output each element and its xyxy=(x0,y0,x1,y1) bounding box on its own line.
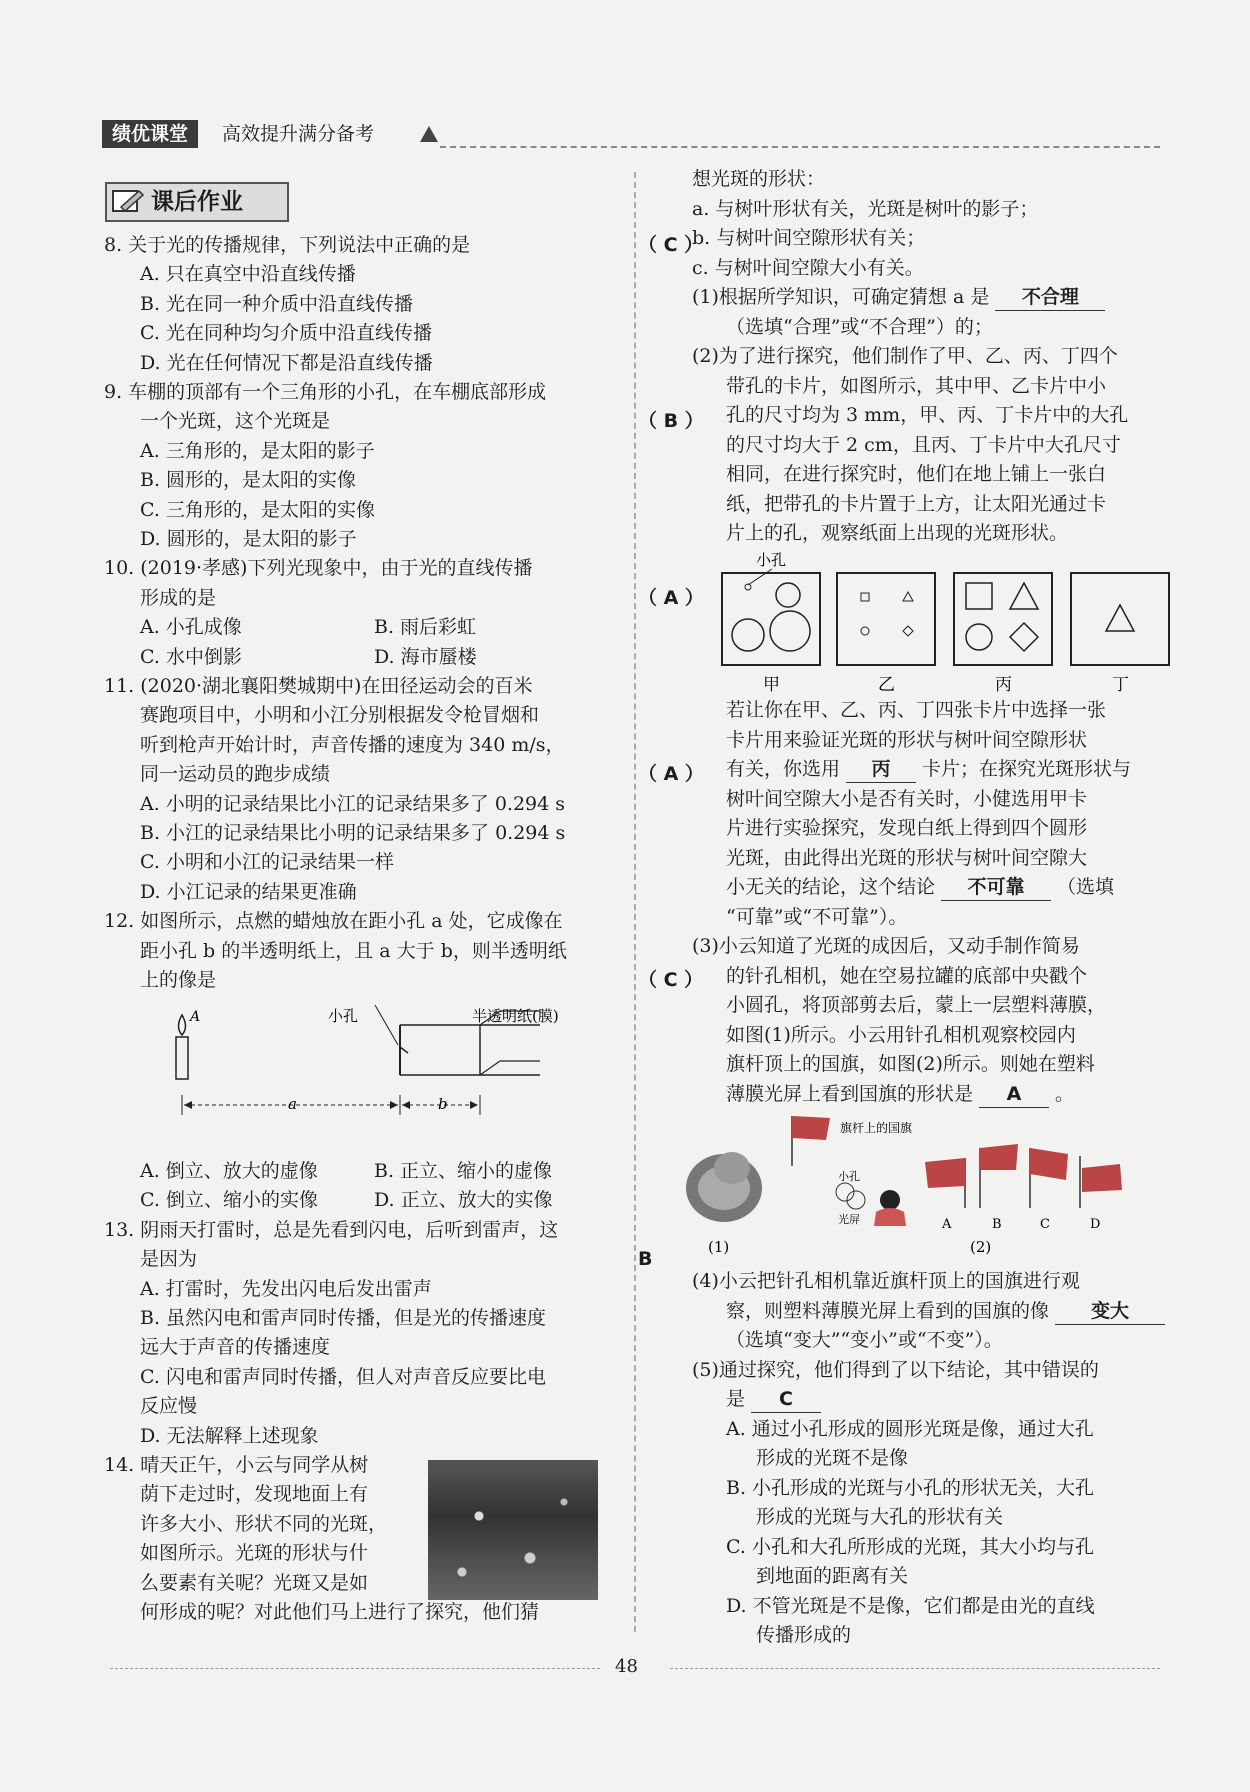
text-line-r11 xyxy=(726,461,1106,487)
column-divider xyxy=(634,172,636,1632)
text-line-r16 xyxy=(726,756,1131,783)
line-text: B. 小孔形成的光斑与小孔的形状无关，大孔 xyxy=(726,1476,1095,1499)
flag-option-d-label: D xyxy=(1090,1217,1101,1232)
answer-blank: 不合理 xyxy=(995,284,1105,311)
text-line-r31 xyxy=(692,1357,1099,1383)
line-text: A. 倒立、放大的虚像 xyxy=(140,1160,318,1182)
line-text: B. 虽然闪电和雷声同时传播，但是光的传播速度 xyxy=(140,1307,547,1329)
text-line-r8 xyxy=(726,373,1106,399)
answer-blank: 丙 xyxy=(846,756,916,783)
pencil-icon xyxy=(111,187,145,215)
line-text: A. 打雷时，先发出闪电后发出雷声 xyxy=(140,1277,432,1300)
line-text: 纸，把带孔的卡片置于上方，让太阳光通过卡 xyxy=(726,492,1107,515)
option-text: D. 正立、放大的实像 xyxy=(374,1189,553,1212)
text-line-q13 xyxy=(104,1217,558,1243)
text-line-q8d xyxy=(140,350,433,376)
answer-bracket: （ A ） xyxy=(638,586,704,609)
text-line-q11 xyxy=(104,673,532,699)
line-text: 12. 如图所示，点燃的蜡烛放在距小孔 a 处，它成像在 xyxy=(104,910,563,933)
text-line-r32 xyxy=(726,1386,827,1413)
line-text: C. 光在同种均匀介质中沿直线传播 xyxy=(140,322,432,345)
page-header xyxy=(102,120,432,148)
text-line-q11d xyxy=(140,761,704,787)
text-line-q8c xyxy=(140,320,432,346)
text-line-q14 xyxy=(104,1452,368,1478)
text-line-r36 xyxy=(756,1504,1003,1530)
text-line-r26 xyxy=(726,1051,1095,1077)
text-line-q14b xyxy=(140,1481,368,1507)
figure-caption-2: (2) xyxy=(970,1238,992,1256)
text-line-q14f xyxy=(140,1599,539,1625)
line-text: 的针孔相机，她在空易拉罐的底部中央戳个 xyxy=(726,964,1088,987)
text-line-r6 xyxy=(726,314,993,340)
hole-cards-figure xyxy=(720,545,1170,695)
text-line-q9 xyxy=(104,379,546,405)
text-line-r25 xyxy=(726,1022,1076,1048)
hole-label: 小孔 xyxy=(328,1007,359,1025)
flag-option-b-label: B xyxy=(992,1217,1002,1232)
line-text: (4)小云把针孔相机靠近旗杆顶上的国旗进行观 xyxy=(692,1270,1080,1292)
answer-bracket: （ C ） xyxy=(638,969,704,991)
line-text: 8. 关于光的传播规律，下列说法中正确的是 xyxy=(104,234,471,256)
text-line-r22 xyxy=(692,933,1080,959)
text-line-q13ob xyxy=(140,1305,546,1331)
line-text: 传播形成的 xyxy=(756,1624,852,1646)
flag-option-a xyxy=(925,1158,965,1208)
text-line-r12 xyxy=(726,491,1106,517)
text-line-q12c xyxy=(140,967,704,993)
girl-drawing xyxy=(874,1190,906,1226)
text-line-q11b xyxy=(140,702,539,728)
text-line-q12o2 xyxy=(140,1187,553,1213)
line-text: C. 水中倒影 xyxy=(140,645,242,668)
can-photo xyxy=(686,1152,762,1222)
line-text: 察，则塑料薄膜光屏上看到的国旗的像 xyxy=(726,1299,1050,1322)
camera-screen-label: 光屏 xyxy=(838,1213,860,1226)
line-text: 听到枪声开始计时，声音传播的速度为 340 m/s， xyxy=(140,733,565,756)
line-text: （选填“变大”“变小”或“不变”）。 xyxy=(726,1329,1003,1351)
line-text: 远大于声音的传播速度 xyxy=(140,1336,331,1359)
text-line-q11od xyxy=(140,879,357,905)
line-text: 么要素有关呢？光斑又是如 xyxy=(140,1571,369,1594)
answer-blank: 不可靠 xyxy=(941,874,1051,901)
text-line-r21 xyxy=(726,904,907,930)
line-text: 片上的孔，观察纸面上出现的光斑形状。 xyxy=(726,522,1069,544)
answer-blank: 变大 xyxy=(1055,1298,1165,1325)
line-text: 11. (2020·湖北襄阳樊城期中)在田径运动会的百米 xyxy=(104,675,533,697)
triangle-icon xyxy=(420,126,438,142)
line-text: 一个光斑，这个光斑是 xyxy=(140,410,331,433)
text-line-q10o2 xyxy=(140,644,477,670)
page-number: 48 xyxy=(615,1656,638,1677)
line-text-tail: 卡片；在探究光斑形状与 xyxy=(922,758,1132,780)
text-line-r23 xyxy=(726,963,1087,989)
flag-option-d xyxy=(1080,1156,1122,1208)
flag-option-a-label: A xyxy=(942,1217,952,1232)
text-line-q11ob xyxy=(140,820,565,846)
line-text: c. 与树叶间空隙大小有关。 xyxy=(692,256,924,279)
text-line-q10b xyxy=(140,585,704,611)
text-line-q12o1 xyxy=(140,1158,553,1184)
text-line-r39 xyxy=(726,1593,1095,1619)
line-text: C. 小明和小江的记录结果一样 xyxy=(140,851,394,874)
header-subtitle: 高效提升满分备考 xyxy=(222,123,375,145)
candle-label: A xyxy=(190,1009,201,1025)
text-line-r38 xyxy=(756,1563,908,1589)
line-text: C. 闪电和雷声同时传播，但人对声音反应要比电 xyxy=(140,1365,546,1388)
text-line-r24 xyxy=(726,992,1106,1018)
line-text: B. 小江的记录结果比小明的记录结果多了 0.294 s xyxy=(140,822,566,844)
line-text: b. 与树叶间空隙形状有关； xyxy=(692,227,926,249)
line-text: 相同，在进行探究时，他们在地上铺上一张白 xyxy=(726,463,1107,485)
option-text: B. 正立、缩小的虚像 xyxy=(374,1160,553,1182)
text-line-q8 xyxy=(104,232,704,258)
line-text: 距小孔 b 的半透明纸上，且 a 大于 b，则半透明纸 xyxy=(140,939,567,962)
text-line-r3 xyxy=(692,225,925,251)
line-text: 光斑，由此得出光斑的形状与树叶间空隙大 xyxy=(726,846,1088,869)
answer-blank: C xyxy=(751,1386,821,1413)
text-line-r30 xyxy=(726,1327,1003,1353)
line-text: 形成的光斑与大孔的形状有关 xyxy=(756,1506,1004,1528)
text-line-q13od xyxy=(140,1423,319,1449)
text-line-q14e xyxy=(140,1570,368,1596)
text-line-q12 xyxy=(104,908,563,934)
line-text: 旗杆顶上的国旗，如图(2)所示。则她在塑料 xyxy=(726,1053,1095,1075)
text-line-q13ob2 xyxy=(140,1334,330,1360)
line-text: (3)小云知道了光斑的成因后，又动手制作简易 xyxy=(692,935,1080,957)
candle-pinhole-figure xyxy=(160,1005,600,1150)
text-line-q12b xyxy=(140,938,567,964)
card-ding xyxy=(1071,573,1169,665)
line-text: 10. (2019·孝感)下列光现象中，由于光的直线传播 xyxy=(104,557,533,580)
text-line-q9b xyxy=(140,408,704,434)
text-line-q10o1 xyxy=(140,614,477,640)
card-label-yi: 乙 xyxy=(878,675,895,695)
text-line-r7 xyxy=(692,343,1118,369)
line-text: 形成的是 xyxy=(140,586,217,609)
line-text: 上的像是 xyxy=(140,969,217,991)
text-line-q13oc xyxy=(140,1364,546,1390)
text-line-q11oc xyxy=(140,849,394,875)
text-line-q8a xyxy=(140,261,356,287)
flag-option-b xyxy=(980,1144,1018,1208)
answer-bracket: （ C ） xyxy=(638,234,704,256)
line-text: 孔的尺寸均为 3 mm，甲、丙、丁卡片中的大孔 xyxy=(726,404,1129,426)
line-text: 形成的光斑不是像 xyxy=(756,1447,909,1469)
figure-caption-1: (1) xyxy=(708,1238,730,1256)
line-text: 反应慢 xyxy=(140,1395,198,1418)
line-text: 何形成的呢？对此他们马上进行了探究，他们猜 xyxy=(140,1601,540,1623)
text-line-q13oc2 xyxy=(140,1393,197,1419)
line-text: D. 圆形的，是太阳的影子 xyxy=(140,528,357,550)
answer-bracket: （ A ） xyxy=(638,763,704,786)
header-tag: 绩优课堂 xyxy=(102,120,198,148)
text-line-r29 xyxy=(726,1298,1171,1325)
line-text: (5)通过探究，他们得到了以下结论，其中错误的 xyxy=(692,1358,1099,1381)
line-text: B. 圆形的，是太阳的实像 xyxy=(140,469,357,492)
text-line-r15 xyxy=(726,727,1087,753)
card-label-ding: 丁 xyxy=(1112,675,1129,695)
line-text-tail: （选填 xyxy=(1057,876,1115,898)
pinhole-camera-flag-figure xyxy=(680,1108,1160,1258)
line-text: D. 光在任何情况下都是沿直线传播 xyxy=(140,351,433,374)
text-line-q9od xyxy=(140,526,357,552)
line-text: C. 三角形的，是太阳的实像 xyxy=(140,498,375,521)
text-line-q11oa xyxy=(140,791,565,817)
text-line-r1 xyxy=(692,166,825,192)
line-text: 到地面的距离有关 xyxy=(756,1565,909,1587)
paper-label: 半透明纸(膜) xyxy=(472,1007,559,1025)
line-text: (2)为了进行探究，他们制作了甲、乙、丙、丁四个 xyxy=(692,345,1118,367)
line-text: 有关，你选用 xyxy=(726,758,841,780)
text-line-q14d xyxy=(140,1540,368,1566)
text-line-r4 xyxy=(692,255,924,281)
text-line-r33 xyxy=(726,1416,1094,1442)
line-text: C. 小孔和大孔所形成的光斑，其大小均与孔 xyxy=(726,1535,1094,1558)
card-yi xyxy=(837,573,935,665)
text-line-r37 xyxy=(726,1534,1094,1560)
line-text: 片进行实验探究，发现白纸上得到四个圆形 xyxy=(726,817,1088,839)
footer-line-right xyxy=(670,1668,1160,1669)
candle xyxy=(176,1015,188,1079)
line-text: “可靠”或“不可靠”）。 xyxy=(726,905,908,928)
text-line-r10 xyxy=(726,432,1121,458)
text-line-r2 xyxy=(692,196,1038,222)
text-line-q8b xyxy=(140,291,413,317)
text-line-r18 xyxy=(726,815,1087,841)
line-text: 树叶间空隙大小是否有关时，小健选用甲卡 xyxy=(726,787,1088,810)
line-text: 赛跑项目中，小明和小江分别根据发令枪冒烟和 xyxy=(140,704,540,727)
line-text: A. 三角形的，是太阳的影子 xyxy=(140,439,375,462)
line-text: 许多大小、形状不同的光斑， xyxy=(140,1512,388,1535)
line-text: C. 倒立、缩小的实像 xyxy=(140,1189,318,1212)
text-line-q9oc xyxy=(140,497,375,523)
answer-bracket: （ B ） xyxy=(638,410,704,433)
text-line-q10 xyxy=(104,555,532,581)
card-label-jia: 甲 xyxy=(763,675,780,695)
text-line-q11c xyxy=(140,732,565,758)
text-line-q9oa xyxy=(140,438,375,464)
line-text: 卡片用来验证光斑的形状与树叶间空隙形状 xyxy=(726,728,1088,751)
line-text: D. 不管光斑是不是像，它们都是由光的直线 xyxy=(726,1594,1095,1617)
flag-title: 旗杆上的国旗 xyxy=(840,1121,913,1135)
line-text-tail: 。 xyxy=(1055,1082,1075,1105)
line-text: 带孔的卡片，如图所示，其中甲、乙卡片中小 xyxy=(726,374,1107,397)
line-text: A. 只在真空中沿直线传播 xyxy=(140,263,356,286)
distance-b-label: b xyxy=(438,1095,448,1113)
card-jia xyxy=(722,573,820,665)
line-text: 如图(1)所示。小云用针孔相机观察校园内 xyxy=(726,1023,1076,1046)
card-hole-label: 小孔 xyxy=(756,551,787,569)
line-text: A. 小明的记录结果比小江的记录结果多了 0.294 s xyxy=(140,792,566,815)
line-text: a. 与树叶形状有关，光斑是树叶的影子； xyxy=(692,197,1039,220)
line-text: 14. 晴天正午，小云与同学从树 xyxy=(104,1454,369,1476)
header-divider xyxy=(440,146,1160,148)
line-text: (1)根据所学知识，可确定猜想 a 是 xyxy=(692,286,990,308)
answer-bracket: B xyxy=(638,1248,653,1271)
line-text: 小圆孔，将顶部剪去后，蒙上一层塑料薄膜， xyxy=(726,994,1107,1016)
footer-line-left xyxy=(110,1668,600,1669)
line-text: 是因为 xyxy=(140,1248,198,1271)
flag-option-c xyxy=(1030,1148,1068,1208)
text-line-r13 xyxy=(726,520,1068,546)
text-line-r28 xyxy=(692,1268,1080,1294)
line-text: 的尺寸均大于 2 cm，且丙、丁卡片中大孔尺寸 xyxy=(726,433,1121,456)
distance-a-label: a xyxy=(288,1095,297,1113)
text-line-r27 xyxy=(726,1081,1074,1108)
line-text: 是 xyxy=(726,1388,746,1410)
section-title-box xyxy=(105,182,289,222)
text-line-q13b xyxy=(140,1246,653,1272)
line-text: 想光斑的形状： xyxy=(692,168,826,190)
answer-blank: A xyxy=(979,1081,1049,1108)
text-line-r35 xyxy=(726,1475,1094,1501)
text-line-r20 xyxy=(726,874,1114,901)
text-line-r40 xyxy=(756,1622,851,1648)
line-text: 小无关的结论，这个结论 xyxy=(726,876,936,898)
text-line-r17 xyxy=(726,786,1087,812)
text-line-r5 xyxy=(692,284,1111,311)
line-text: D. 小江记录的结果更准确 xyxy=(140,880,357,903)
text-line-r14 xyxy=(726,697,1106,723)
text-line-q14c xyxy=(140,1511,387,1537)
text-line-q13oa xyxy=(140,1276,432,1302)
line-text: 如图所示。光斑的形状与什 xyxy=(140,1542,369,1565)
line-text: 同一运动员的跑步成绩 xyxy=(140,763,331,786)
text-line-r34 xyxy=(756,1445,908,1471)
line-text: A. 通过小孔形成的圆形光斑是像，通过大孔 xyxy=(726,1417,1094,1440)
section-title: 课后作业 xyxy=(151,189,243,215)
line-text: D. 无法解释上述现象 xyxy=(140,1424,319,1447)
line-text: 9. 车棚的顶部有一个三角形的小孔，在车棚底部形成 xyxy=(104,381,547,403)
option-text: B. 雨后彩虹 xyxy=(374,616,477,639)
text-line-r9 xyxy=(726,402,1128,428)
line-text: （选填“合理”或“不合理”）的； xyxy=(726,315,993,338)
option-text: D. 海市蜃楼 xyxy=(374,645,477,668)
card-label-bing: 丙 xyxy=(995,675,1012,695)
camera-hole-label: 小孔 xyxy=(838,1170,860,1183)
tree-shade-photo xyxy=(428,1460,598,1600)
text-line-r19 xyxy=(726,845,1087,871)
line-text: B. 光在同一种介质中沿直线传播 xyxy=(140,292,414,315)
line-text: 若让你在甲、乙、丙、丁四张卡片中选择一张 xyxy=(726,699,1107,721)
flag-option-c-label: C xyxy=(1040,1217,1050,1232)
text-line-q9ob xyxy=(140,467,356,493)
line-text: A. 小孔成像 xyxy=(140,616,242,639)
line-text: 薄膜光屏上看到国旗的形状是 xyxy=(726,1082,974,1105)
line-text: 13. 阴雨天打雷时，总是先看到闪电，后听到雷声，这 xyxy=(104,1218,559,1241)
line-text: 荫下走过时，发现地面上有 xyxy=(140,1483,369,1506)
card-bing xyxy=(954,573,1052,665)
